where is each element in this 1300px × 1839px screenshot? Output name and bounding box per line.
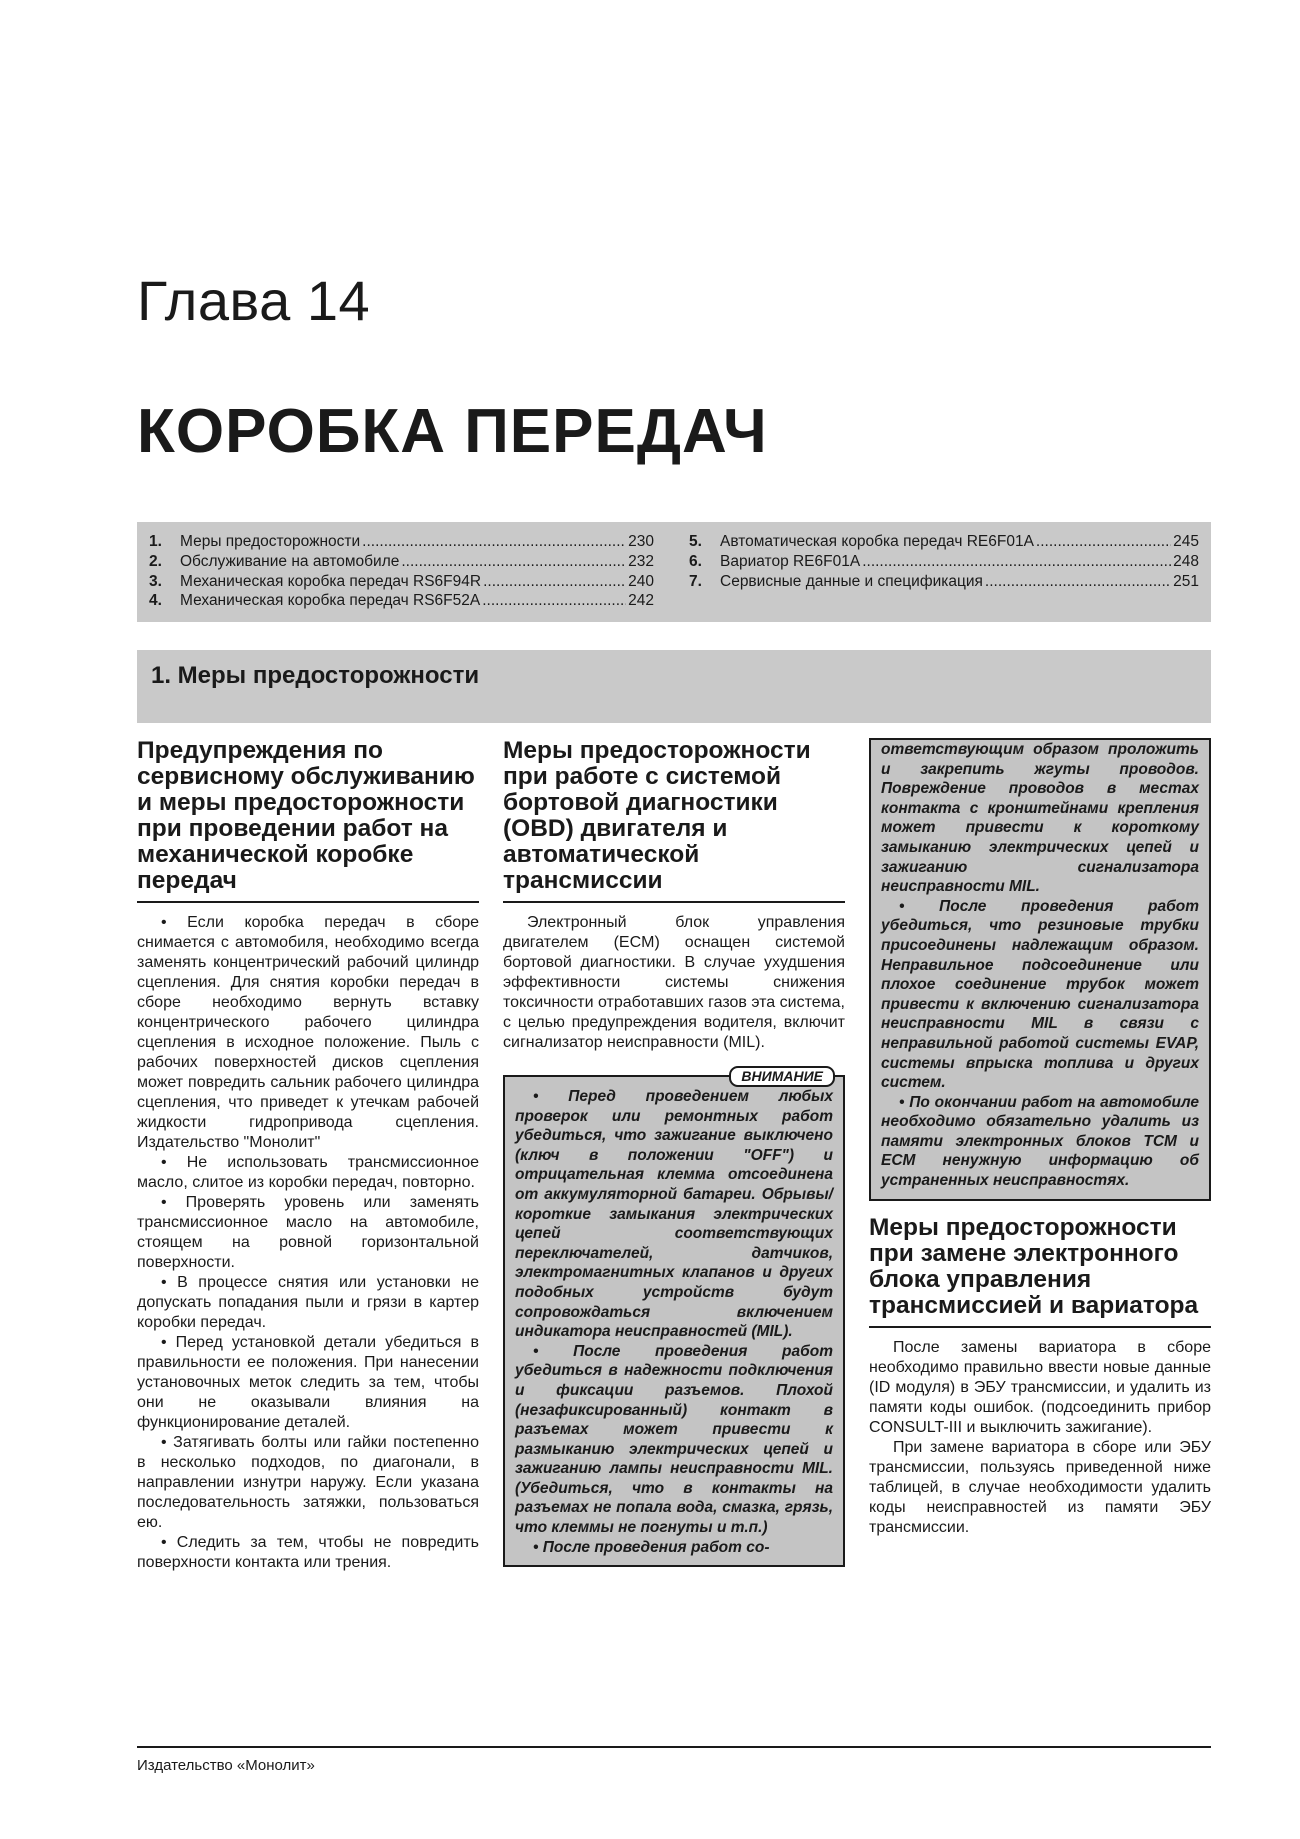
warning-box [503,1068,845,1567]
paragraph: • В процессе снятия или установки не допускать попадания пыли и грязи в картер коробки передач. [137,1274,479,1331]
toc-item-title: Сервисные данные и спецификация [720,572,983,590]
toc-item [149,552,654,572]
toc-column-left [149,532,654,611]
toc-item-number: 5. [689,533,702,550]
paragraph: Электронный блок управления двигателем (ECM) оснащен системой бортовой диагностики. В случае ухудшения эффективности системы снижения токсичности отработавших газов эта система, с целью предупреждения водителя, включит сигнализатор неисправности (MIL). [503,914,845,1051]
toc-item-title: Вариатор RE6F01A [720,552,861,570]
heading-rule [503,901,845,903]
paragraph: • Не использовать трансмиссионное масло, слитое из коробки передач, повторно. [137,1154,479,1191]
toc-item-page: 251 [1173,572,1199,590]
heading-rule [869,1326,1211,1328]
toc-leader-dots [862,552,1171,572]
paragraph: При замене вариатора в сборе или ЭБУ трансмиссии, пользуясь приведенной ниже таблицей, в случае необходимости удалить коды неисправностей из памяти ЭБУ трансмиссии. [869,1438,1211,1536]
warning-paragraph: • Перед проведением любых проверок или ремонтных работ убедиться, что зажигание выключено (ключ в положении "OFF") и отрицательная клемма отсоединена от аккумуляторной батареи. Обрывы/короткие замыкания электрических цепей соответствующих переключателей, датчиков, электромагнитных клапанов и других подобных устройств будут сопровождаться включением индикатора неисправностей (MIL). [515,1088,833,1341]
toc-item-page: 240 [628,572,654,590]
toc-leader-dots [401,552,626,572]
toc-item [149,572,654,592]
toc-item-number: 3. [149,572,162,590]
chapter-title: КОРОБКА ПЕРЕДАЧ [137,397,768,466]
paragraph: • Перед установкой детали убедиться в правильности ее положения. При нанесении установочных меток следить за тем, чтобы они не оказывали влияния на функционирование деталей. [137,1334,479,1431]
paragraph: • Следить за тем, чтобы не повредить поверхности контакта или трения. [137,1534,479,1571]
toc-column-right [689,532,1199,591]
toc-item-page: 232 [628,552,654,570]
toc-leader-dots [482,591,626,611]
toc-item-number: 7. [689,572,702,590]
section-header-bar [137,650,1211,723]
toc-item-number: 2. [149,552,162,570]
toc-item-page: 248 [1173,552,1199,570]
toc-leader-dots [1036,532,1171,552]
toc-item [689,552,1199,572]
toc-item-page: 245 [1173,533,1199,550]
toc-item-number: 1. [149,533,162,550]
section-title: 1. Меры предосторожности [151,662,480,689]
toc-item-title: Механическая коробка передач RS6F52A [180,592,481,610]
body-text [869,1338,1211,1538]
toc-item-page: 242 [628,592,654,610]
toc-item-number: 4. [149,592,162,610]
column-heading: Меры предосторожности при замене электронного блока управления трансмиссией и вариатора [869,1213,1199,1319]
table-of-contents [137,522,1211,622]
toc-leader-dots [483,572,626,592]
toc-item-title: Меры предосторожности [180,533,361,550]
toc-item-title: Механическая коробка передач RS6F94R [180,572,482,590]
footer-publisher: Издательство «Монолит» [137,1757,315,1774]
toc-item [689,532,1199,552]
column-left [137,738,479,1573]
column-middle [503,738,845,1567]
column-heading: Предупреждения по сервисному обслуживанию и меры предосторожности при проведении работ на механической коробке передач [137,737,475,894]
toc-item-title: Автоматическая коробка передач RE6F01A [720,533,1034,550]
paragraph: • Затягивать болты или гайки постепенно в несколько подходов, по диагонали, в направлении изнутри наружу. Если указана последовательность затяжки, пользоваться ею. [137,1434,479,1531]
toc-item-title: Обслуживание на автомобиле [180,552,400,570]
footer-rule [137,1746,1211,1748]
body-text [137,913,479,1573]
warning-badge: ВНИМАНИЕ [729,1066,835,1087]
heading-rule [137,901,479,903]
paragraph: • Если коробка передач в сборе снимается с автомобиля, необходимо всегда заменять концентрический рабочий цилиндр сцепления. Для снятия коробки передач в сборе необходимо вернуть вставку концентрического рабочего цилиндра сцепления в исходное положение. Пыль с рабочих поверхностей дисков сцепления может повредить сальник рабочего цилиндра сцепления, что приведет к утечкам рабочей жидкости гидропривода сцепления. Издательство "Монолит" [137,914,479,1151]
toc-item [149,532,654,552]
toc-item [689,572,1199,592]
warning-box-continued [869,738,1211,1201]
toc-item [149,591,654,611]
warning-paragraph: • По окончании работ на автомобиле необходимо обязательно удалить из памяти электронных блоков TCM и ECM ненужную информацию об устраненных неисправностях. [881,1093,1199,1190]
warning-paragraph: • После проведения работ убедиться, что резиновые трубки присоединены надлежащим образом. Неправильное подсоединение или плохое соединение трубок может привести к включению сигнализатора неисправности MIL в связи с неправильной работой системы EVAP, системы впрыска топлива и других систем. [881,897,1199,1092]
chapter-label: Глава 14 [137,269,371,332]
body-text [503,913,845,1053]
warning-paragraph: • После проведения работ со- [533,1538,770,1556]
column-right [869,738,1211,1538]
warning-paragraph: ответствующим образом проложить и закрепить жгуты проводов. Повреждение проводов в местах контакта с кронштейнами крепления может привести к короткому замыканию электрических цепей и зажиганию сигнализатора неисправности MIL. [881,741,1199,896]
toc-leader-dots [985,572,1171,592]
paragraph: • Проверять уровень или заменять трансмиссионное масло на автомобиле, стоящем на ровной горизонтальной поверхности. [137,1194,479,1271]
column-heading: Меры предосторожности при работе с системой бортовой диагностики (OBD) двигателя и автоматической трансмиссии [503,737,811,894]
toc-item-page: 230 [628,533,654,550]
toc-item-number: 6. [689,552,702,570]
toc-leader-dots [362,532,626,552]
warning-paragraph: • После проведения работ убедиться в надежности подключения и фиксации разъемов. Плохой (незафиксированный) контакт в разъемах может привести к размыканию электрических цепей и зажиганию лампы неисправности MIL. (Убедиться, что в контакты на разъемах не попала вода, смазка, грязь, что клеммы не погнуты и т.п.) [515,1342,833,1537]
paragraph: После замены вариатора в сборе необходимо правильно ввести новые данные (ID модуля) в ЭБУ трансмиссии, и удалить из памяти коды ошибок. (подсоединить прибор CONSULT-III и выключить зажигание). [869,1338,1211,1436]
